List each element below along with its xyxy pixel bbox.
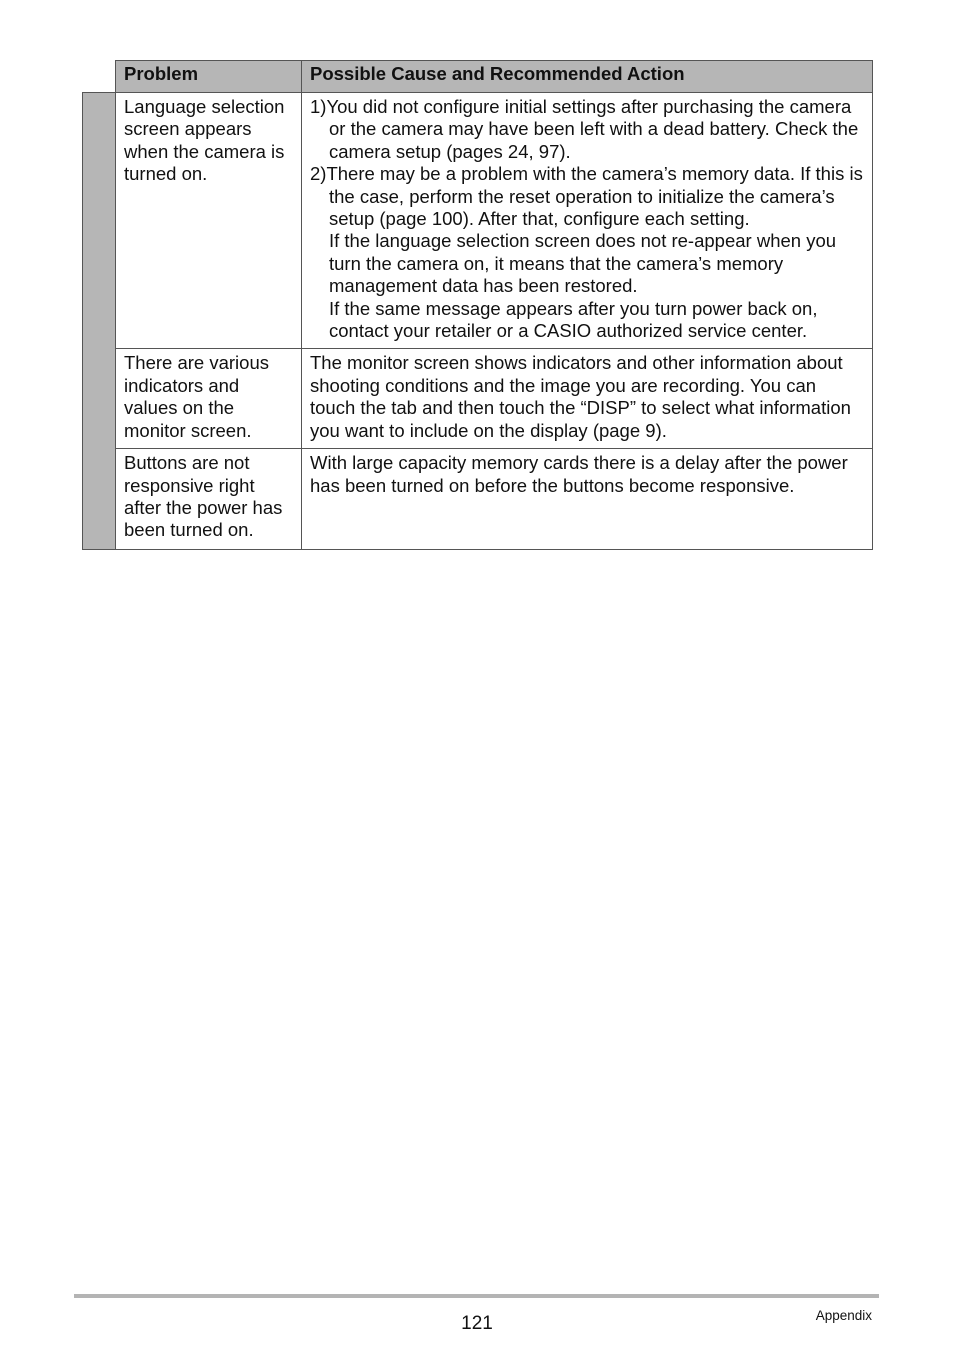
cause-note: If the same message appears after you turn power back on, contact your retailer or a CASIO authorized service center. bbox=[329, 297, 818, 342]
section-side-bar bbox=[83, 93, 116, 550]
problem-cell: Buttons are not responsive right after the power has been turned on. bbox=[116, 449, 302, 550]
problem-cell: Language selection screen appears when the camera is turned on. bbox=[116, 93, 302, 349]
cause-cell: The monitor screen shows indicators and other information about shooting conditions and the image you are recording. You can touch the tab and then touch the “DISP” to select what information you want to include on the display (page 9). bbox=[302, 349, 873, 449]
header-cause: Possible Cause and Recommended Action bbox=[302, 61, 873, 93]
footer-divider bbox=[74, 1294, 879, 1298]
header-side-blank bbox=[83, 61, 116, 93]
table-row bbox=[83, 449, 873, 550]
cause-note: If the language selection screen does not re-appear when you turn the camera on, it means that the camera’s memory management data has been restored. bbox=[329, 230, 837, 297]
troubleshooting-table bbox=[82, 60, 873, 550]
cause-cell: With large capacity memory cards there is a delay after the power has been turned on before the buttons become responsive. bbox=[302, 449, 873, 550]
cause-cell bbox=[302, 93, 873, 349]
table-row bbox=[83, 93, 873, 349]
table-row bbox=[83, 349, 873, 449]
cause-item: 2)There may be a problem with the camera’s memory data. If this is the case, perform the reset operation to initialize the camera’s setup (page 100). After that, configure each setting. bbox=[310, 163, 863, 230]
cause-item: 1)You did not configure initial settings after purchasing the camera or the camera may have been left with a dead battery. Check the camera setup (pages 24, 97). bbox=[310, 96, 859, 162]
header-problem: Problem bbox=[116, 61, 302, 93]
problem-cell: There are various indicators and values on the monitor screen. bbox=[116, 349, 302, 449]
table-header-row bbox=[83, 61, 873, 93]
page-number: 121 bbox=[461, 1313, 493, 1334]
section-label: Appendix bbox=[815, 1308, 872, 1323]
